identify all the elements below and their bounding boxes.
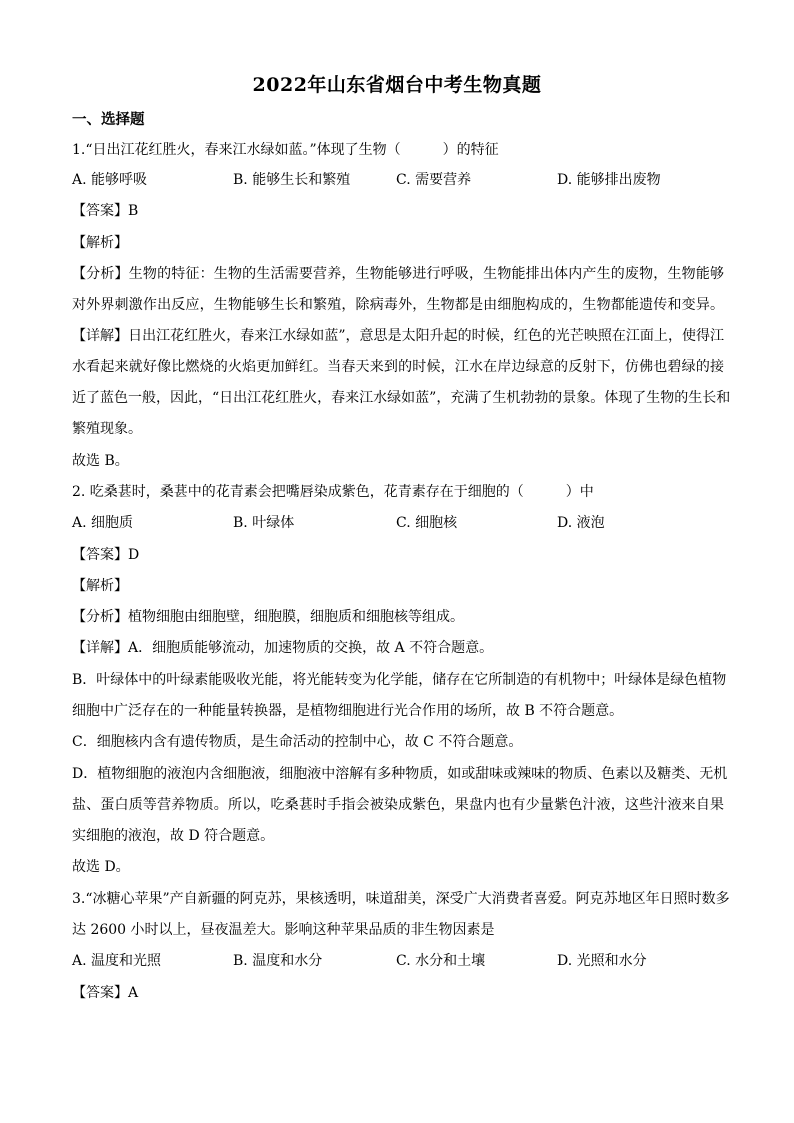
question-3-option-a: A. 温度和光照	[72, 953, 162, 969]
section-heading: 一、选择题	[72, 111, 145, 128]
question-3-stem-line: 3.“冰糖心苹果”产自新疆的阿克苏，果核透明，味道甜美，深受广大消费者喜爱。阿克苏地区年日照时数多	[72, 891, 730, 907]
question-3-option-c: C. 水分和土壤	[396, 953, 486, 969]
question-2-conclusion: 故选 D。	[72, 859, 130, 875]
question-2-option-b: B. 叶绿体	[233, 515, 295, 531]
question-2-detail-c: C．细胞核内含有遗传物质，是生命活动的控制中心，故 C 不符合题意。	[72, 734, 523, 750]
question-1-detail-line: 水看起来就好像比燃烧的火焰更加鲜红。当春天来到的时候，江水在岸边绿意的反射下，仿佛也碧绿的接	[72, 359, 724, 375]
question-2-stem: 2. 吃桑葚时，桑葚中的花青素会把嘴唇染成紫色，花青素存在于细胞的（ ）中	[72, 484, 594, 500]
question-2-detail-a: 【详解】A．细胞质能够流动，加速物质的交换，故 A 不符合题意。	[72, 640, 494, 656]
question-3-stem-line: 达 2600 小时以上，昼夜温差大。影响这种苹果品质的非生物因素是	[72, 922, 495, 938]
question-2-analysis: 【分析】植物细胞由细胞壁，细胞膜，细胞质和细胞核等组成。	[72, 609, 464, 625]
question-1-conclusion: 故选 B。	[72, 453, 129, 469]
question-2-detail-d-line: 实细胞的液泡，故 D 符合题意。	[72, 828, 275, 844]
question-3-option-b: B. 温度和水分	[233, 953, 323, 969]
question-1-analysis-line: 【分析】生物的特征：生物的生活需要营养，生物能够进行呼吸，生物能排出体内产生的废物，生物能够	[72, 266, 724, 282]
question-1-option-a: A. 能够呼吸	[72, 172, 148, 188]
question-1-answer: 【答案】B	[72, 203, 139, 219]
question-2-option-c: C. 细胞核	[396, 515, 458, 531]
page-title: 2022年山东省烟台中考生物真题	[252, 74, 542, 96]
question-1-detail-line: 近了蓝色一般，因此，“日出江花红胜火，春来江水绿如蓝”，充满了生机勃勃的景象。体现了生物的生长和	[72, 390, 731, 406]
question-1-option-c: C. 需要营养	[396, 172, 472, 188]
question-1-stem: 1.“日出江花红胜火，春来江水绿如蓝。”体现了生物（ ）的特征	[72, 142, 499, 158]
question-2-answer: 【答案】D	[72, 547, 140, 563]
question-1-detail-line: 繁殖现象。	[72, 421, 142, 437]
question-3-option-d: D. 光照和水分	[557, 953, 647, 969]
question-2-detail-b-line: 细胞中广泛存在的一种能量转换器，是植物细胞进行光合作用的场所，故 B 不符合题意。	[72, 703, 624, 719]
question-1-detail-line: 【详解】日出江花红胜火，春来江水绿如蓝”，意思是太阳升起的时候，红色的光芒映照在江面上，使得江	[72, 328, 724, 344]
question-1-option-d: D. 能够排出废物	[557, 172, 661, 188]
question-1-analysis-line: 对外界刺激作出反应，生物能够生长和繁殖，除病毒外，生物都是由细胞构成的，生物都能遗传和变异。	[72, 297, 724, 313]
question-1-option-b: B. 能够生长和繁殖	[233, 172, 351, 188]
question-1-analysis-heading: 【解析】	[72, 235, 128, 251]
question-2-detail-d-line: D．植物细胞的液泡内含细胞液，细胞液中溶解有多种物质，如或甜味或辣味的物质、色素以及糖类、无机	[72, 766, 728, 782]
question-2-detail-b-line: B．叶绿体中的叶绿素能吸收光能，将光能转变为化学能，储存在它所制造的有机物中；叶绿体是绿色植物	[72, 672, 727, 688]
question-3-answer: 【答案】A	[72, 985, 139, 1001]
question-2-option-d: D. 液泡	[557, 515, 605, 531]
question-2-detail-d-line: 盐、蛋白质等营养物质。所以，吃桑葚时手指会被染成紫色，果盘内也有少量紫色汁液，这些汁液来自果	[72, 797, 724, 813]
question-2-analysis-heading: 【解析】	[72, 578, 128, 594]
question-2-option-a: A. 细胞质	[72, 515, 134, 531]
